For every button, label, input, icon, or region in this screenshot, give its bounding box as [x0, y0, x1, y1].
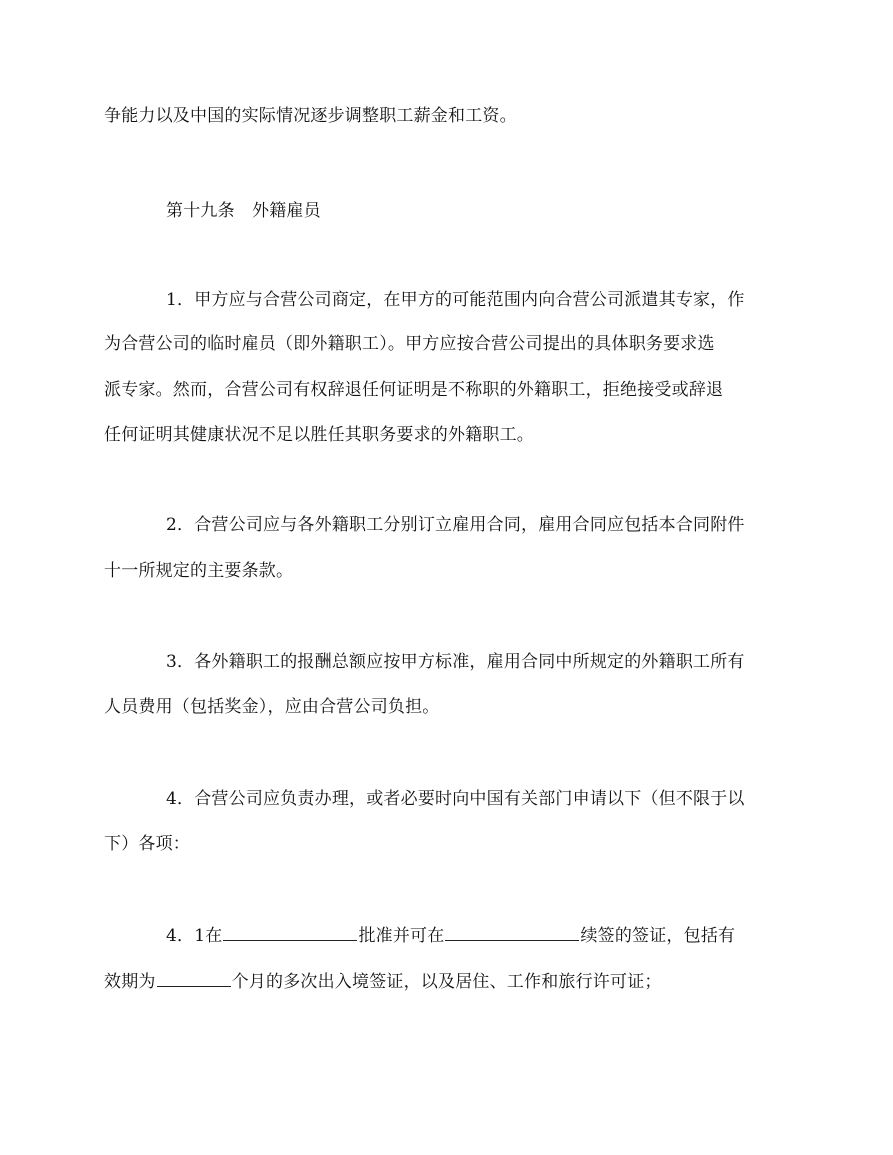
clause-4-line-2: 下）各项：: [104, 834, 190, 854]
clause-4-1-segment: 个月的多次出入境签证，以及居住、工作和旅行许可证；: [231, 972, 662, 992]
approval-authority-blank[interactable]: [223, 923, 357, 941]
clause-4-1-segment: 批准并可在: [358, 926, 445, 946]
clause-2-line-2: 十一所规定的主要条款。: [104, 561, 294, 581]
article-title: 第十九条 外籍雇员: [166, 201, 321, 221]
continuation-paragraph: 争能力以及中国的实际情况逐步调整职工薪金和工资。: [104, 106, 517, 126]
clause-3-line-2: 人员费用（包括奖金），应由合营公司负担。: [104, 697, 440, 717]
clause-1-line-1: 1．甲方应与合营公司商定，在甲方的可能范围内向合营公司派遣其专家，作: [166, 290, 745, 310]
clause-4-1-segment: 续签的签证，包括有: [580, 926, 736, 946]
clause-1-line-2: 为合营公司的临时雇员（即外籍职工）。甲方应按合营公司提出的具体职务要求选: [104, 334, 715, 354]
clause-1-line-3: 派专家。然而，合营公司有权辞退任何证明是不称职的外籍职工，拒绝接受或辞退: [104, 380, 724, 400]
clause-4-1-line-2: [104, 969, 662, 994]
clause-4-1-line-1: [166, 923, 735, 948]
clause-4-line-1: 4．合营公司应负责办理，或者必要时向中国有关部门申请以下（但不限于以: [166, 789, 745, 809]
clause-3-line-1: 3．各外籍职工的报酬总额应按甲方标准，雇用合同中所规定的外籍职工所有: [166, 652, 745, 672]
clause-2-line-1: 2．合营公司应与各外籍职工分别订立雇用合同，雇用合同应包括本合同附件: [166, 515, 745, 535]
validity-months-blank[interactable]: [157, 969, 231, 987]
renewal-location-blank[interactable]: [445, 923, 579, 941]
clause-1-line-4: 任何证明其健康状况不足以胜任其职务要求的外籍职工。: [104, 425, 534, 445]
clause-4-1-segment: 效期为: [104, 972, 156, 992]
clause-4-1-segment: 4．1在: [166, 926, 223, 946]
